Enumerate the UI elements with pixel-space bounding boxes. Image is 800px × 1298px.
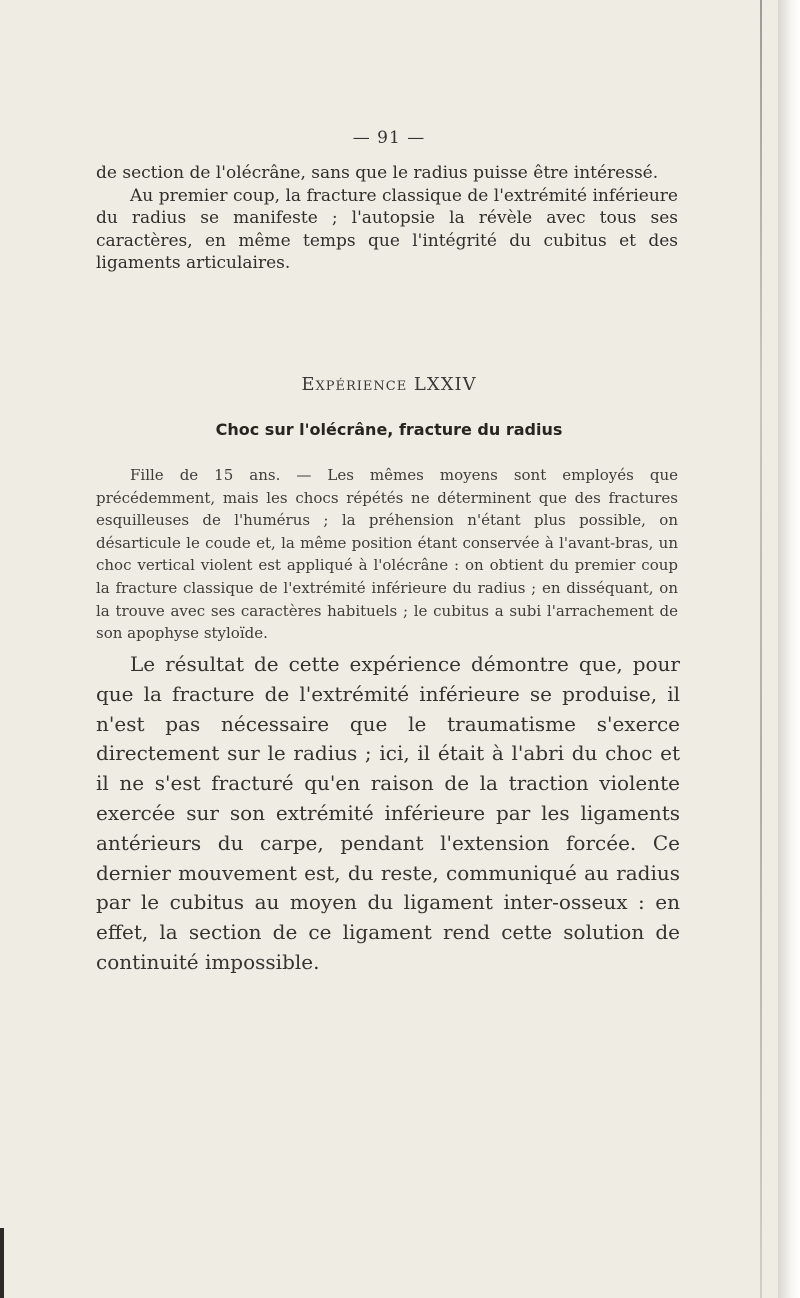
opening-text-continuation: de section de l'olécrâne, sans que le radius puisse être intéressé. bbox=[96, 163, 659, 183]
page-edge-line bbox=[760, 0, 762, 1298]
conclusion-text: Le résultat de cette expérience démontre que, pour que la fracture de l'extrémité inférieure se produise, il n'est pas nécessaire que le traumatisme s'exerce directement sur le radius ; ici, il était à l'abri du choc et il ne s'est fracturé qu'en raison de la traction violente exercée sur son extrémité inférieure par les ligaments antérieurs du carpe, pendant l'extension forcée. Ce dernier mouvement est, du reste, communiqué au radius par le cubitus au moyen du ligament inter-osseux : en effet, la section de ce ligament rend cette solution de continuité impossible. bbox=[96, 652, 680, 974]
experience-description bbox=[96, 464, 678, 645]
page-number: — 91 — bbox=[352, 128, 426, 148]
experience-subtitle: Choc sur l'olécrâne, fracture du radius bbox=[215, 420, 563, 439]
page-edge-shadow bbox=[778, 0, 800, 1298]
binding-mark bbox=[0, 1228, 4, 1298]
opening-text-result: Au premier coup, la fracture classique de l'extrémité inférieure du radius se manifeste ; l'autopsie la révèle avec tous ses caractères, en même temps que l'intégrité du cubitus et des ligaments articulaires. bbox=[96, 185, 678, 273]
experience-body: Fille de 15 ans. — Les mêmes moyens sont employés que précédemment, mais les chocs répétés ne déterminent que des fractures esquilleuses de l'humérus ; la préhension n'étant plus possible, on désarticule le coude et, la même position étant conservée à l'avant-bras, un choc vertical violent est appliqué à l'olécrâne : on obtient du premier coup la fracture classique de l'extrémité inférieure du radius ; en disséquant, on la trouve avec ses caractères habituels ; le cubitus a subi l'arrachement de son apophyse styloïde. bbox=[96, 466, 678, 643]
conclusion-paragraph bbox=[96, 650, 680, 978]
opening-paragraph bbox=[96, 162, 678, 275]
experience-title: Expérience LXXIV bbox=[301, 374, 477, 395]
